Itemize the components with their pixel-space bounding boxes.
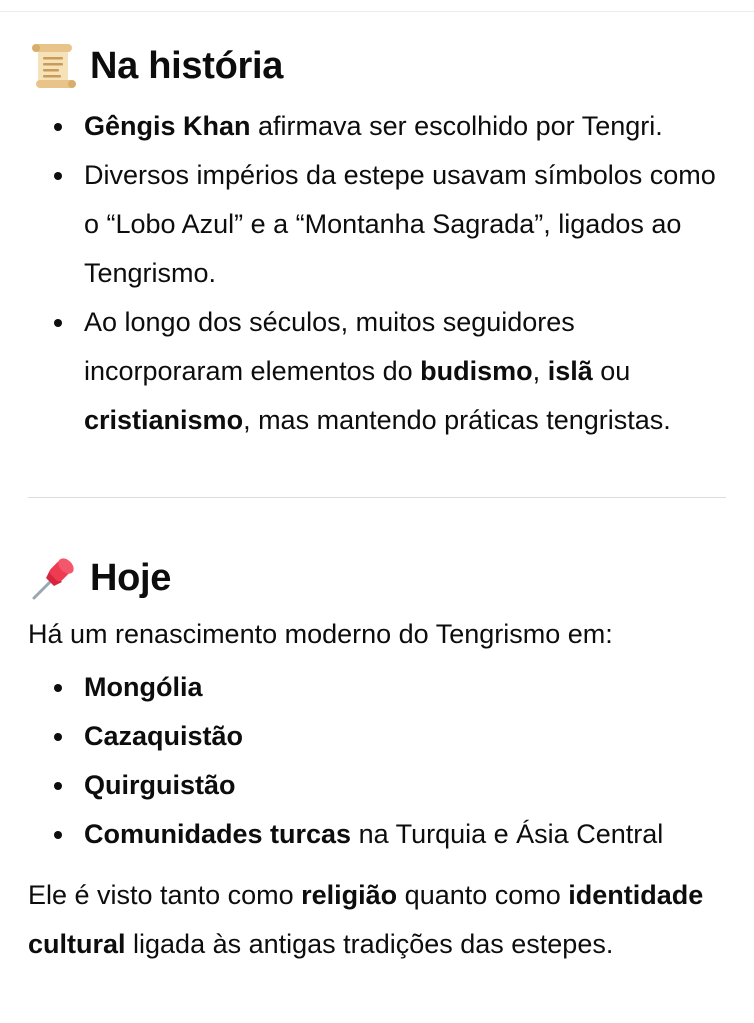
item-text: , xyxy=(532,356,548,386)
section-heading-history xyxy=(28,38,728,94)
item-text: Ao longo dos séculos, muitos seguidores incorporaram elementos do xyxy=(84,307,575,386)
scroll-icon xyxy=(28,40,80,92)
item-text: afirmava ser escolhido por Tengri. xyxy=(250,111,663,141)
intro-paragraph: Há um renascimento moderno do Tengrismo em: xyxy=(28,619,613,649)
bold-term: identidade cultural xyxy=(28,880,704,959)
paragraph-text: ligada às antigas tradições das estepes. xyxy=(125,929,614,959)
bold-term: Mongólia xyxy=(84,672,203,702)
list-item xyxy=(28,810,728,859)
bold-term: islã xyxy=(547,356,593,386)
section-title: Na história xyxy=(90,44,284,87)
item-text: na Turquia e Ásia Central xyxy=(351,819,664,849)
bold-term: Comunidades turcas xyxy=(84,819,352,849)
item-text: Diversos impérios da estepe usavam símbolos como o “Lobo Azul” e a “Montanha Sagrada”, ligados ao Tengrismo. xyxy=(84,160,716,288)
section-title: Hoje xyxy=(90,556,172,599)
today-list xyxy=(28,663,728,859)
list-item xyxy=(28,151,728,298)
bold-term: budismo xyxy=(420,356,533,386)
section-heading-today xyxy=(28,550,728,606)
list-item xyxy=(28,712,728,761)
list-item xyxy=(28,663,728,712)
item-text: ou xyxy=(592,356,631,386)
paragraph-text: Ele é visto tanto como xyxy=(28,880,302,910)
list-item xyxy=(28,761,728,810)
pushpin-icon xyxy=(28,552,80,604)
item-text: , mas mantendo práticas tengristas. xyxy=(243,405,671,435)
section-today xyxy=(28,550,728,969)
list-item xyxy=(28,102,728,151)
list-item xyxy=(28,298,728,445)
bold-term: religião xyxy=(301,880,398,910)
section-divider xyxy=(28,497,726,498)
top-divider xyxy=(0,11,754,12)
closing-paragraph xyxy=(28,871,728,969)
bold-term: cristianismo xyxy=(84,405,244,435)
paragraph-text: quanto como xyxy=(397,880,569,910)
bold-term: Quirguistão xyxy=(84,770,236,800)
bold-term: Cazaquistão xyxy=(84,721,244,751)
section-history xyxy=(28,38,728,445)
history-list xyxy=(28,102,728,445)
bold-term: Gêngis Khan xyxy=(84,111,251,141)
